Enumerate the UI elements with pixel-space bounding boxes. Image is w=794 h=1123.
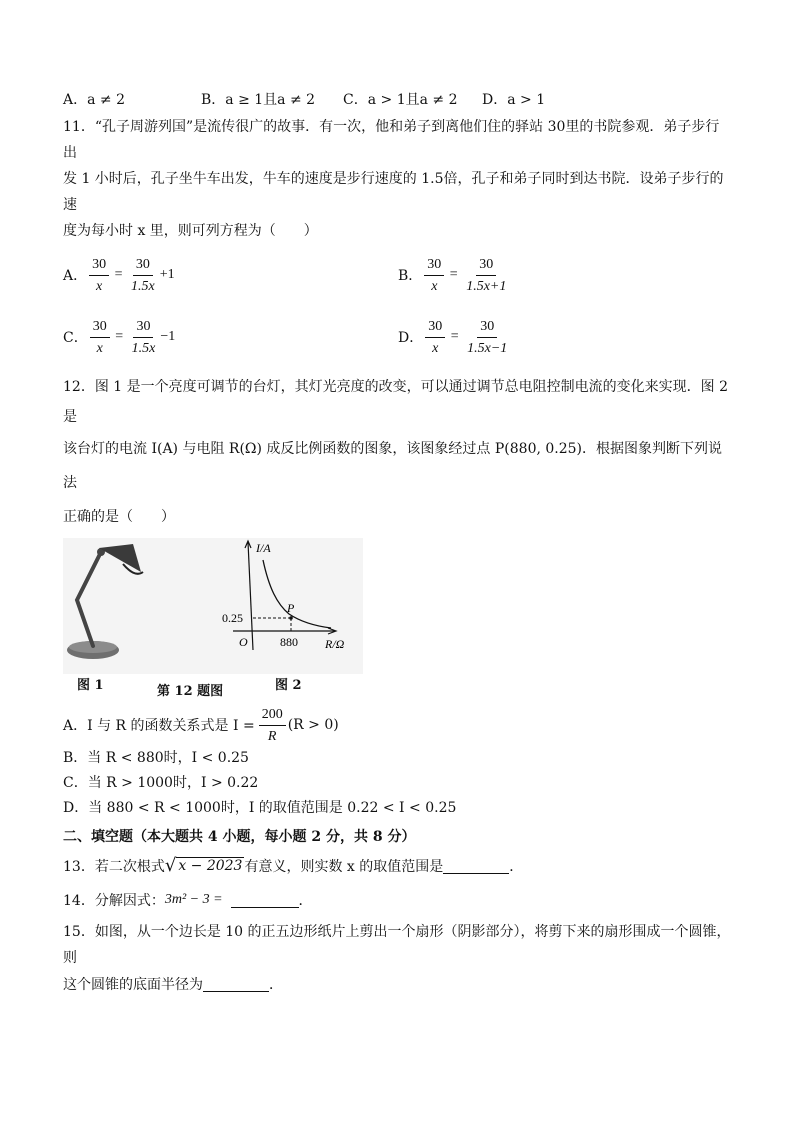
q12-option-a [63, 704, 733, 746]
figure-2-caption: 图 2 [275, 678, 302, 693]
q14-prefix: 14．分解因式： [63, 893, 165, 909]
q11-option-b: B． $\frac{30}{x}$ = $\frac{30}{1.5x+1}$ [398, 256, 733, 295]
q11-option-c: C． $\frac{30}{x}$ = $\frac{30}{1.5x}$ −1 [63, 318, 176, 356]
q14-answer-blank[interactable] [231, 893, 299, 908]
q13-end: ． [509, 859, 524, 875]
fraction: $\frac{30}{1.5x}$ [131, 256, 155, 294]
q10-option-b: B．a ≥ 1且a ≠ 2 [201, 92, 316, 108]
y-axis-label: I/A [256, 541, 271, 555]
q15-line-2-text: 这个圆锥的底面半径为 [63, 977, 203, 993]
q14 [63, 883, 733, 917]
fraction: $\frac{30}{1.5x+1}$ [466, 256, 507, 294]
q12-option-c: C．当 R > 1000时，I > 0.22 [63, 775, 259, 791]
equation-tail: −1 [160, 329, 176, 344]
q12-figure [63, 538, 363, 698]
fraction: $\frac{30}{x}$ [425, 318, 445, 357]
q15-line-1: 15．如图，从一个边长是 10 的正五边形纸片上剪出一个扇形（阴影部分），将剪下来的扇形围成一个圆锥，则 [63, 924, 731, 966]
q10-option-c: C．a > 1且a ≠ 2 [343, 92, 458, 108]
q13-prefix: 13．若二次根式 [63, 859, 165, 875]
q11-option-a: A． $\frac{30}{x}$ = $\frac{30}{1.5x}$ +1 [63, 256, 175, 294]
q11-line-3: 度为每小时 x 里，则可列方程为（ ） [63, 223, 318, 239]
q14-end: ． [298, 893, 313, 909]
figure-1-caption: 图 1 [77, 678, 104, 693]
q12-stem [63, 372, 733, 534]
q15-line-2 [63, 971, 733, 997]
q13 [63, 851, 733, 881]
fraction: $\frac{30}{1.5x}$ [131, 318, 156, 356]
q12-option-a-domain: (R > 0) [287, 717, 339, 733]
q11-option-d: D． $\frac{30}{x}$ = $\frac{30}{1.5x-1}$ [398, 318, 733, 357]
q12-figure-drawing [63, 538, 363, 698]
square-root [165, 857, 245, 875]
fraction: $\frac{200}{R}$ [259, 706, 286, 745]
x-axis-label: R/Ω [325, 637, 345, 651]
q11-stem [63, 114, 733, 244]
option-label: D． [398, 330, 424, 346]
figure-title: 第 12 题图 [157, 684, 224, 699]
q11-line-2: 发 1 小时后，孔子坐牛车出发，牛车的速度是步行速度的 1.5倍，孔子和弟子同时到达书院．设弟子步行的速 [63, 171, 724, 213]
section-2-heading: 二、填空题（本大题共 4 小题，每小题 2 分，共 8 分） [63, 829, 416, 845]
q11-line-1: 11．“孔子周游列国”是流传很广的故事．有一次，他和弟子到离他们住的驿站 30里的书院参观．弟子步行出 [63, 119, 720, 161]
q11-options-ab [63, 244, 733, 306]
q10-option-d: D．a > 1 [482, 92, 546, 108]
origin-label: O [239, 635, 248, 649]
option-label: A． [63, 268, 88, 284]
point-label: P [287, 601, 295, 615]
point-p [289, 616, 293, 620]
fraction: $\frac{30}{x}$ [90, 318, 110, 357]
q15 [63, 919, 733, 997]
q12-line-3: 正确的是（ ） [63, 509, 175, 525]
fraction: $\frac{30}{x}$ [89, 256, 109, 295]
option-label: C． [63, 330, 88, 346]
fraction: $\frac{30}{1.5x-1}$ [467, 318, 508, 356]
radical-sign-icon: √ [164, 855, 177, 876]
option-label: B． [398, 268, 423, 284]
q13-text: 有意义，则实数 x 的取值范围是 [244, 859, 444, 875]
q12-line-2: 该台灯的电流 I(A) 与电阻 R(Ω) 成反比例函数的图象，该图象经过点 P(880, 0.25)．根据图象判断下列说法 [63, 441, 723, 491]
q15-end: ． [269, 977, 283, 993]
q11-options-cd [63, 306, 733, 368]
x-tick-label: 880 [280, 635, 298, 649]
equation-tail: +1 [159, 267, 175, 282]
q10-options [63, 86, 733, 112]
q12-line-1: 12．图 1 是一个亮度可调节的台灯，其灯光亮度的改变，可以通过调节总电阻控制电流的变化来实现．图 2 是 [63, 379, 728, 425]
fraction: $\frac{30}{x}$ [424, 256, 444, 295]
radicand: x − 2023 [178, 858, 243, 874]
q13-answer-blank[interactable] [443, 859, 509, 874]
exam-page [63, 86, 733, 997]
q12-option-b: B．当 R < 880时，I < 0.25 [63, 750, 249, 766]
q12-option-d: D．当 880 < R < 1000时，I 的取值范围是 0.22 < I < 0.25 [63, 800, 457, 816]
q14-expression: 3m² − 3 = [164, 892, 223, 907]
q12-option-a-text: A．I 与 R 的函数关系式是 I = [63, 718, 255, 734]
y-tick-label: 0.25 [222, 611, 243, 625]
q15-answer-blank[interactable] [203, 977, 269, 992]
q10-option-a: A．a ≠ 2 [63, 92, 125, 108]
